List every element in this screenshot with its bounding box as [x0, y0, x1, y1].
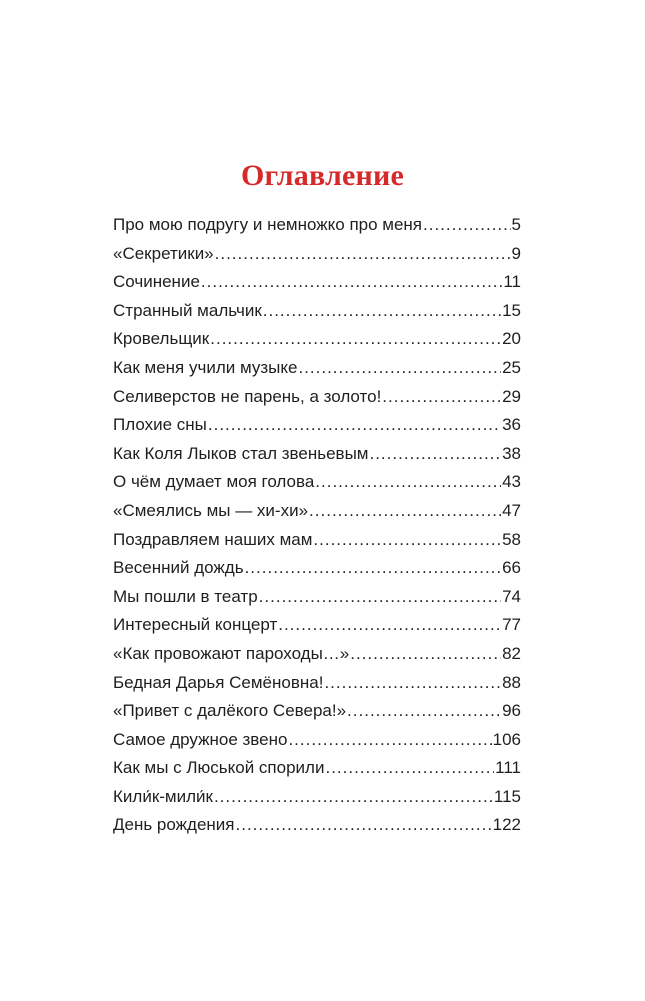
toc-entry	[113, 615, 521, 644]
toc-entry	[113, 787, 521, 816]
toc-entry-page: 96	[502, 701, 521, 721]
dot-leader	[423, 215, 511, 235]
toc-entry-page: 106	[492, 729, 521, 749]
toc-entry-page: 115	[493, 786, 521, 806]
toc-entry-page: 82	[502, 643, 521, 663]
toc-entry-page: 43	[502, 472, 521, 492]
toc-entry	[113, 673, 521, 702]
toc-entry	[113, 329, 521, 358]
dot-leader	[245, 558, 502, 578]
dot-leader	[309, 501, 501, 521]
dot-leader	[325, 758, 494, 778]
dot-leader	[315, 472, 501, 492]
dot-leader	[263, 301, 501, 321]
toc-entry-page: 88	[502, 672, 521, 692]
dot-leader	[278, 615, 501, 635]
toc-entry	[113, 644, 521, 673]
dot-leader	[324, 673, 501, 693]
toc-entry-title: Самое дружное звено	[113, 729, 288, 749]
dot-leader	[236, 815, 492, 835]
toc-entry	[113, 587, 521, 616]
toc-entry-page: 11	[503, 272, 521, 292]
toc-entry-title: «Смеялись мы — хи-хи»	[113, 500, 309, 520]
toc-entry-title: Странный мальчик	[113, 300, 262, 320]
dot-leader	[214, 787, 493, 807]
toc-entry	[113, 815, 521, 844]
toc-entry-page: 36	[502, 415, 521, 435]
toc-entry	[113, 272, 521, 301]
toc-entry-page: 111	[495, 758, 521, 778]
toc-entry-page: 25	[502, 357, 521, 377]
toc-entry	[113, 387, 521, 416]
toc-entry-title: Бедная Дарья Семёновна!	[113, 672, 324, 692]
toc-entry-title: Кровельщик	[113, 329, 210, 349]
toc-entry-title: Селиверстов не парень, а золото!	[113, 386, 382, 406]
toc-entry	[113, 444, 521, 473]
dot-leader	[350, 644, 501, 664]
toc-entry	[113, 301, 521, 330]
toc-entry-title: Как мы с Люськой спорили	[113, 758, 325, 778]
toc-entry-page: 29	[502, 386, 521, 406]
toc-entry-title: Мы пошли в театр	[113, 586, 258, 606]
toc-entry	[113, 215, 521, 244]
dot-leader	[298, 358, 501, 378]
toc-entry-page: 66	[502, 558, 521, 578]
dot-leader	[201, 272, 502, 292]
toc-entry-title: Сочинение	[113, 272, 200, 292]
toc-entry-title: Кили́к-мили́к	[113, 786, 213, 806]
toc-entry-title: «Как провожают пароходы…»	[113, 643, 350, 663]
dot-leader	[369, 444, 501, 464]
toc-entry-title: Про мою подругу и немножко про меня	[113, 215, 423, 234]
toc-entry	[113, 415, 521, 444]
page-title: Оглавление	[240, 159, 405, 192]
toc-entry-page: 15	[502, 300, 521, 320]
toc-entry-title: «Привет с далёкого Севера!»	[113, 701, 347, 721]
toc-entry-title: Весенний дождь	[113, 558, 244, 578]
toc-entry-page: 74	[502, 586, 521, 606]
toc-entry-title: Плохие сны	[113, 415, 207, 435]
toc-entry-title: День рождения	[113, 815, 235, 835]
table-of-contents	[113, 215, 521, 844]
toc-entry-title: Интересный концерт	[113, 615, 278, 635]
toc-entry	[113, 730, 521, 759]
toc-entry-page: 9	[511, 243, 521, 263]
toc-entry	[113, 701, 521, 730]
toc-entry	[113, 472, 521, 501]
dot-leader	[382, 387, 501, 407]
toc-entry-title: Поздравляем наших мам	[113, 529, 313, 549]
toc-entry	[113, 501, 521, 530]
dot-leader	[313, 530, 501, 550]
toc-entry-title: Как Коля Лыков стал звеньевым	[113, 443, 369, 463]
dot-leader	[208, 415, 501, 435]
toc-entry-page: 77	[502, 615, 521, 635]
dot-leader	[215, 244, 511, 264]
toc-entry-title: «Секретики»	[113, 243, 214, 263]
dot-leader	[259, 587, 501, 607]
toc-entry	[113, 244, 521, 273]
toc-entry	[113, 558, 521, 587]
toc-entry-page: 122	[492, 815, 521, 835]
toc-entry-page: 20	[502, 329, 521, 349]
toc-entry-page: 5	[511, 215, 521, 234]
toc-entry-page: 58	[502, 529, 521, 549]
dot-leader	[347, 701, 501, 721]
toc-entry	[113, 758, 521, 787]
toc-entry	[113, 358, 521, 387]
toc-entry	[113, 530, 521, 559]
toc-entry-page: 38	[502, 443, 521, 463]
dot-leader	[288, 730, 491, 750]
toc-entry-page: 47	[502, 500, 521, 520]
toc-entry-title: О чём думает моя голова	[113, 472, 315, 492]
dot-leader	[210, 329, 501, 349]
toc-entry-title: Как меня учили музыке	[113, 357, 298, 377]
